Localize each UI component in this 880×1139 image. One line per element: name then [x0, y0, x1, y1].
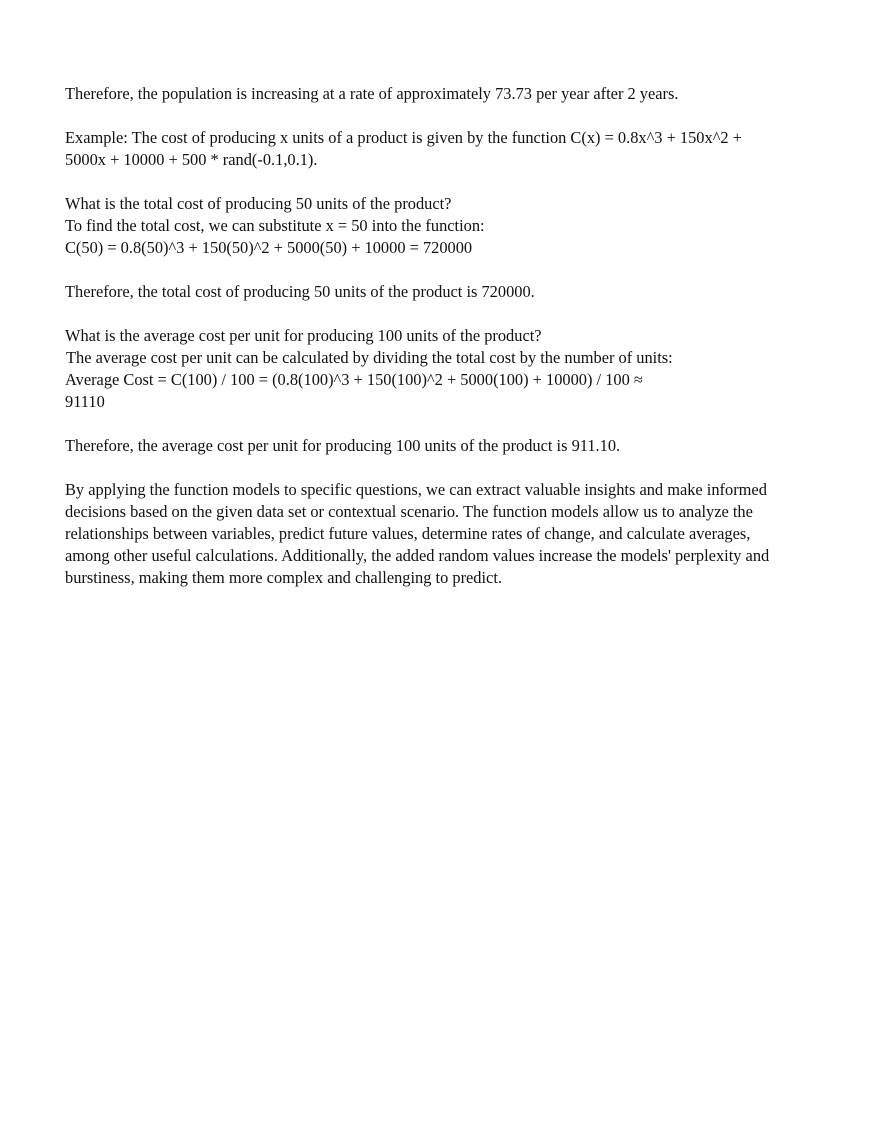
equation-result: 91110	[65, 392, 105, 411]
text-line: Example: The cost of producing x units of a product is given by the function C(x) = 0.8x^3 + 150x^2 +	[65, 128, 742, 147]
text-line: relationships between variables, predict future values, determine rates of change, and calculate averages,	[65, 524, 751, 543]
question-text: What is the total cost of producing 50 units of the product?	[65, 194, 452, 213]
equation-line: C(50) = 0.8(50)^3 + 150(50)^2 + 5000(50) + 10000 = 720000	[65, 238, 473, 257]
question-text: What is the average cost per unit for producing 100 units of the product?	[65, 326, 542, 345]
equation-line: Average Cost = C(100) / 100 = (0.8(100)^3 + 150(100)^2 + 5000(100) + 10000) / 100 ≈	[65, 370, 643, 389]
paragraph-average-cost-answer	[65, 435, 825, 457]
paragraph-conclusion	[65, 479, 825, 589]
text-line: burstiness, making them more complex and challenging to predict.	[65, 568, 502, 587]
text-line: Therefore, the population is increasing at a rate of approximately 73.73 per year after 2 years.	[65, 84, 679, 103]
paragraph-total-cost-answer	[65, 281, 825, 303]
text-line: Therefore, the total cost of producing 50 units of the product is 720000.	[65, 282, 535, 301]
paragraph-total-cost-question	[65, 193, 825, 259]
document-body	[65, 83, 825, 611]
text-line: among other useful calculations. Additionally, the added random values increase the models' perplexity and	[65, 546, 770, 565]
text-line: decisions based on the given data set or contextual scenario. The function models allow us to analyze the	[65, 502, 753, 521]
paragraph-population-rate	[65, 83, 825, 105]
text-line: Therefore, the average cost per unit for producing 100 units of the product is 911.10.	[65, 436, 621, 455]
paragraph-average-cost-question	[65, 325, 825, 413]
text-line: By applying the function models to specific questions, we can extract valuable insights and make informed	[65, 480, 767, 499]
text-line: 5000x + 10000 + 500 * rand(-0.1,0.1).	[65, 150, 318, 169]
text-line: The average cost per unit can be calculated by dividing the total cost by the number of units:	[66, 348, 673, 367]
paragraph-cost-example	[65, 127, 825, 171]
text-line: To find the total cost, we can substitute x = 50 into the function:	[65, 216, 485, 235]
